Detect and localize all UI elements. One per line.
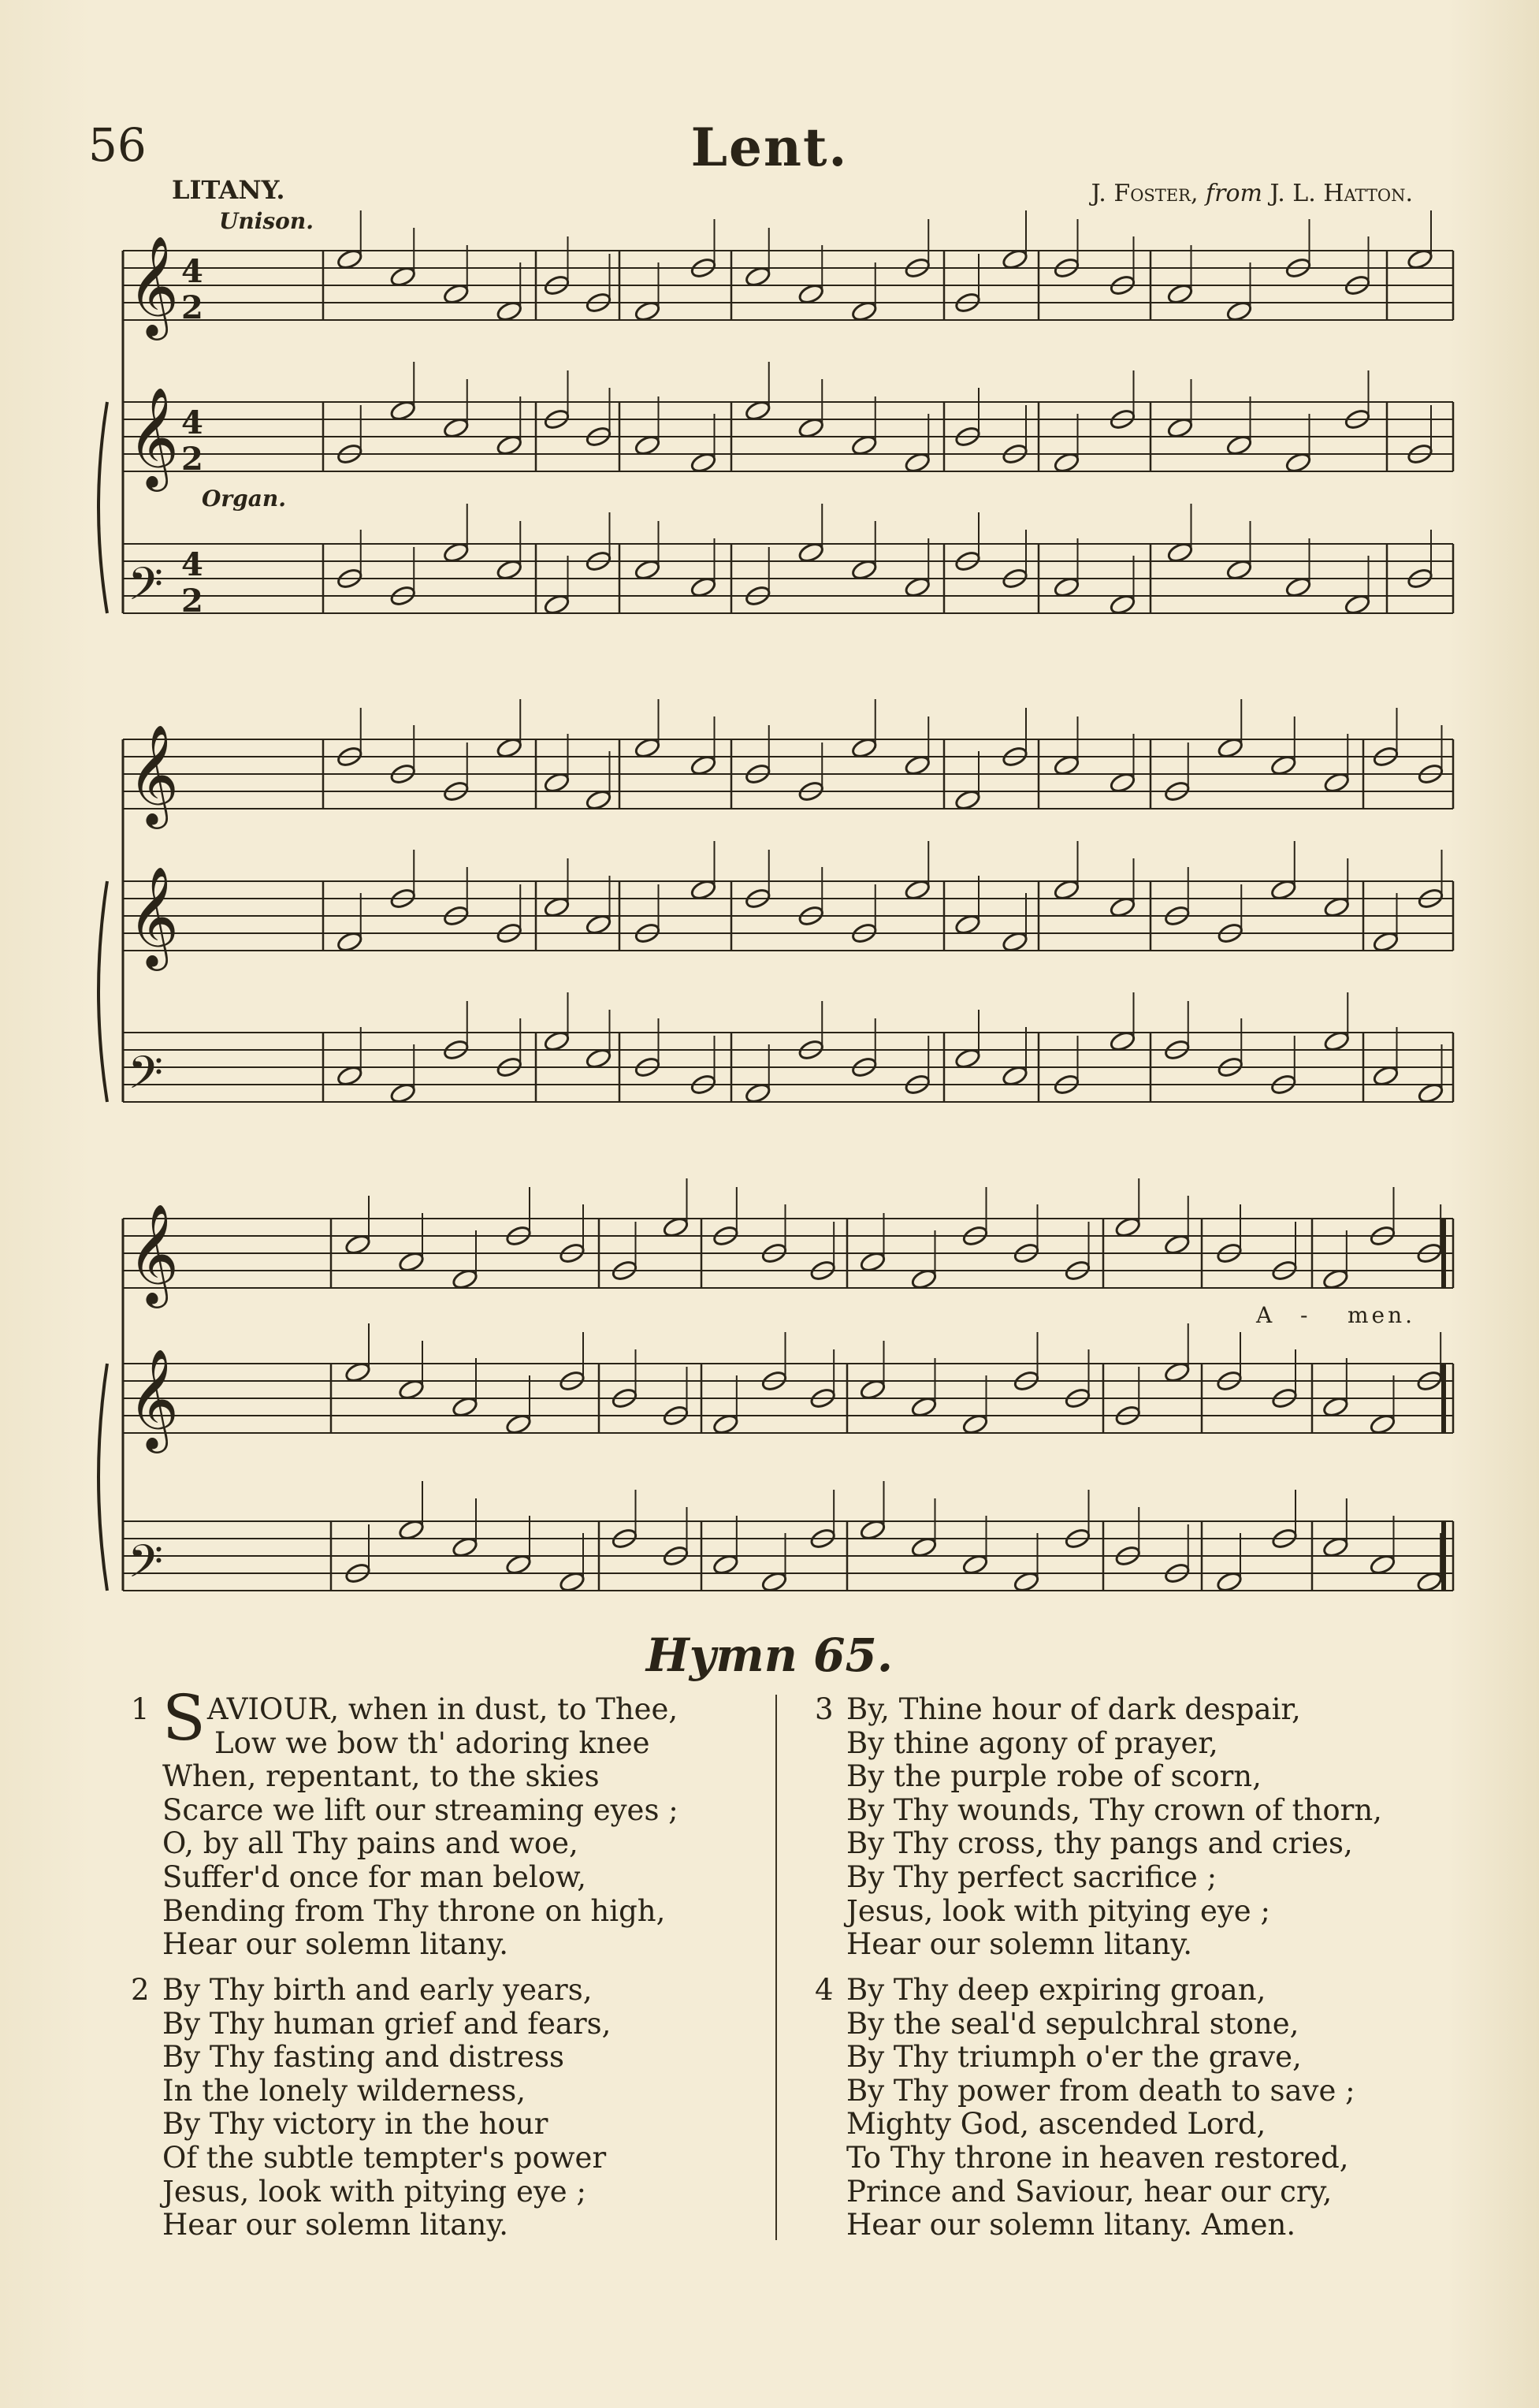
clef-icon: 𝄢: [128, 1046, 164, 1111]
verse-line: Jesus, look with pitying eye ;: [162, 2174, 586, 2209]
verse-line: Hear our solemn litany.: [846, 1927, 1193, 1962]
verse-line: By Thy deep expiring groan,: [846, 1973, 1266, 2007]
amen-syllable-men: men.: [1348, 1302, 1416, 1328]
verse-line: Jesus, look with pitying eye ;: [846, 1893, 1270, 1928]
brace: [99, 1364, 107, 1591]
verse-line: Hear our solemn litany.: [162, 1927, 509, 1962]
composer-suffix: J. L. Hatton.: [1262, 180, 1413, 207]
verse-4: [815, 1973, 1355, 2242]
verse-line: By the seal'd sepulchral stone,: [846, 2006, 1299, 2041]
verse-line: Bending from Thy throne on high,: [162, 1893, 666, 1928]
page-title: Lent.: [690, 117, 849, 178]
composer-prefix: J. Foster,: [1091, 180, 1206, 207]
verse-2: [131, 1973, 612, 2242]
verse-line: By Thy power from death to save ;: [846, 2073, 1355, 2108]
clef-icon: 𝄢: [128, 557, 164, 622]
verse-line: By Thy victory in the hour: [162, 2107, 548, 2142]
hymn-title: Hymn 65.: [645, 1628, 894, 1682]
time-signature-top: 4: [181, 404, 203, 441]
verse-line: By Thy birth and early years,: [162, 1973, 593, 2007]
verse-line: By Thy fasting and distress: [162, 2040, 565, 2075]
time-signature-bottom: 2: [181, 289, 203, 326]
verse-line: By Thy triumph o'er the grave,: [846, 2040, 1302, 2075]
clef-icon: 𝄞: [128, 235, 180, 336]
tune-name: LITANY.: [172, 175, 285, 205]
brace: [99, 881, 107, 1102]
verse-number: 1: [131, 1692, 150, 1726]
page-number: 56: [88, 118, 147, 172]
verse-line: Suffer'd once for man below,: [162, 1859, 587, 1894]
verse-number: 4: [815, 1973, 834, 2007]
amen-syllable-a: A: [1256, 1302, 1276, 1328]
amen-dash: -: [1300, 1302, 1311, 1328]
verse-3: [815, 1692, 1382, 1962]
verse-line: By Thy perfect sacrifice ;: [846, 1859, 1217, 1894]
clef-icon: 𝄞: [128, 386, 180, 487]
verse-line: Scarce we lift our streaming eyes ;: [162, 1792, 678, 1827]
composer-from: from: [1206, 180, 1262, 207]
verse-line: By the purple robe of scorn,: [846, 1759, 1262, 1794]
verse-line: To Thy throne in heaven restored,: [846, 2140, 1349, 2175]
column-divider: [775, 1695, 777, 2240]
verse-line: By thine agony of prayer,: [846, 1725, 1218, 1760]
verse-line: By Thy cross, thy pangs and cries,: [846, 1826, 1353, 1861]
verse-line: Hear our solemn litany.: [162, 2208, 509, 2242]
verse-line: By, Thine hour of dark despair,: [846, 1692, 1301, 1726]
time-signature-top: 4: [181, 253, 203, 290]
verse-line: Hear our solemn litany. Amen.: [846, 2208, 1296, 2242]
verse-line: In the lonely wilderness,: [162, 2073, 526, 2108]
clef-icon: 𝄞: [128, 865, 180, 966]
verse-line: Of the subtle tempter's power: [162, 2140, 607, 2175]
verse-number: 2: [131, 1973, 150, 2007]
verse-line: O, by all Thy pains and woe,: [162, 1826, 578, 1861]
verse-line: By Thy human grief and fears,: [162, 2006, 612, 2041]
verse-number: 3: [815, 1692, 834, 1726]
dropcap: S: [162, 1681, 206, 1755]
verse-1: [131, 1681, 678, 1962]
time-signature-bottom: 2: [181, 582, 203, 620]
clef-icon: 𝄞: [128, 1203, 180, 1304]
verse-line: Mighty God, ascended Lord,: [846, 2107, 1266, 2142]
organ-label: Organ.: [202, 486, 286, 512]
clef-icon: 𝄢: [128, 1535, 164, 1599]
clef-icon: 𝄞: [128, 724, 180, 824]
time-signature-bottom: 2: [181, 441, 203, 478]
verse-line: By Thy wounds, Thy crown of thorn,: [846, 1792, 1382, 1827]
verse-line: Prince and Saviour, hear our cry,: [846, 2174, 1333, 2209]
clef-icon: 𝄞: [128, 1348, 180, 1449]
unison-label: Unison.: [219, 208, 314, 234]
verse-line: Low we bow th' adoring knee: [214, 1725, 650, 1760]
time-signature-top: 4: [181, 546, 203, 583]
verse-line: When, repentant, to the skies: [162, 1759, 600, 1794]
verse-line: SAVIOUR, when in dust, to Thee,: [162, 1681, 678, 1755]
brace: [99, 402, 107, 613]
